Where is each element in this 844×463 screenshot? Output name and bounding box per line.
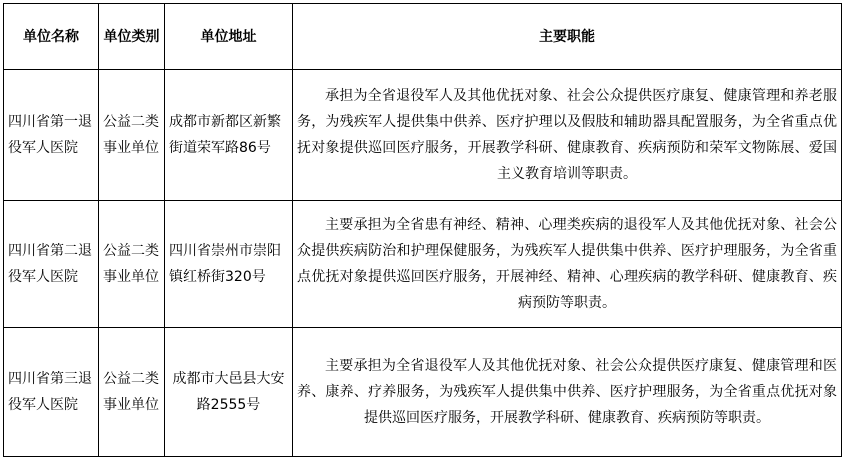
table-row <box>4 70 842 201</box>
cell-unit-address: 成都市大邑县大安路2555号 <box>165 328 293 457</box>
cell-unit-type: 公益二类事业单位 <box>99 70 165 201</box>
table-row <box>4 201 842 328</box>
header-unit-type: 单位类别 <box>99 4 165 70</box>
cell-main-duty <box>293 328 842 457</box>
cell-main-duty <box>293 201 842 328</box>
duty-text: 主要承担为全省患有神经、精神、心理类疾病的退役军人及其他优抚对象、社会公众提供疾病防治和护理保健服务，为残疾军人提供集中供养、医疗护理服务，为全省重点优抚对象提供巡回医疗服务，开展神经、精神、心理疾病的教学科研、健康教育、疾病预防等职责。 <box>297 217 837 311</box>
header-main-duty: 主要职能 <box>293 4 842 70</box>
cell-unit-address: 四川省崇州市崇阳镇红桥街320号 <box>165 201 293 328</box>
cell-unit-name: 四川省第三退役军人医院 <box>4 328 99 457</box>
cell-unit-type: 公益二类事业单位 <box>99 201 165 328</box>
header-unit-name: 单位名称 <box>4 4 99 70</box>
header-unit-address: 单位地址 <box>165 4 293 70</box>
table-row <box>4 328 842 457</box>
hospital-info-table <box>3 3 842 457</box>
cell-main-duty <box>293 70 842 201</box>
duty-text: 承担为全省退役军人及其他优抚对象、社会公众提供医疗康复、健康管理和养老服务，为残疾军人提供集中供养、医疗护理以及假肢和辅助器具配置服务，为全省重点优抚对象提供巡回医疗服务，开展教学科研、健康教育、疾病预防和荣军文物陈展、爱国主义教育培训等职责。 <box>297 88 837 182</box>
duty-text: 主要承担为全省退役军人及其他优抚对象、社会公众提供医疗康复、健康管理和医养、康养、疗养服务，为残疾军人提供集中供养、医疗护理服务，为全省重点优抚对象提供巡回医疗服务，开展教学科研、健康教育、疾病预防等职责。 <box>297 358 837 426</box>
cell-unit-name: 四川省第一退役军人医院 <box>4 70 99 201</box>
cell-unit-address: 成都市新都区新繁街道荣军路86号 <box>165 70 293 201</box>
cell-unit-type: 公益二类事业单位 <box>99 328 165 457</box>
cell-unit-name: 四川省第二退役军人医院 <box>4 201 99 328</box>
header-row <box>4 4 842 70</box>
